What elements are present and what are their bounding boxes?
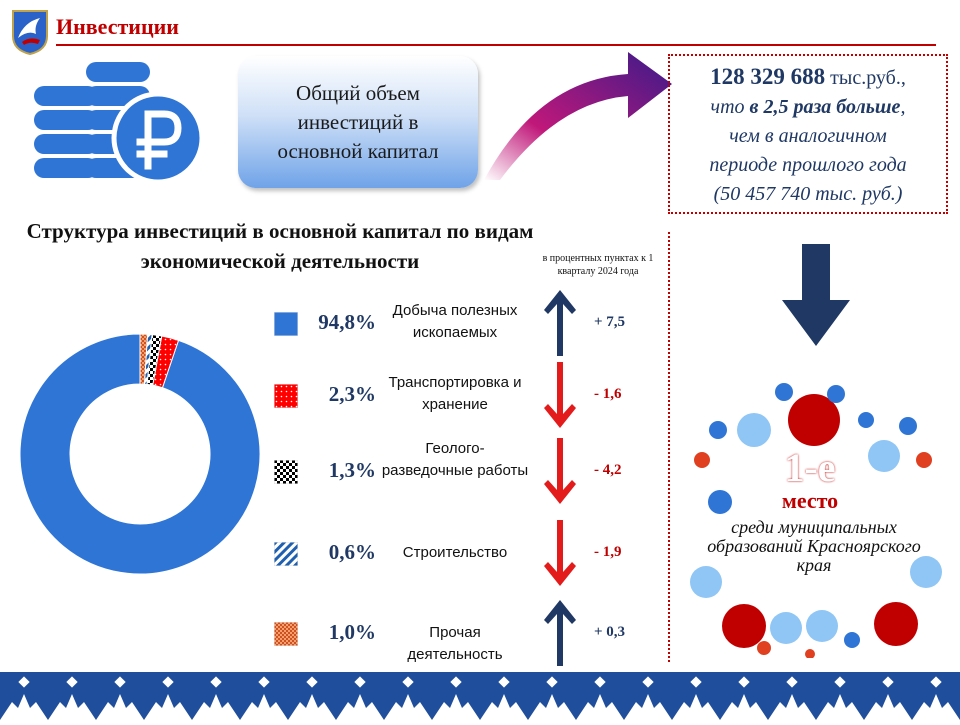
down-arrow-icon	[542, 360, 578, 430]
structure-title: Структура инвестиций в основной капитал по видам экономической деятельности	[26, 219, 534, 273]
investment-volume-bubble	[238, 56, 478, 188]
legend-label: Транспортировка и хранение	[388, 374, 522, 413]
legend-change: + 0,3	[594, 624, 626, 640]
legend-label: Прочая деятельность	[407, 624, 503, 663]
legend-percent: 1,0%	[328, 620, 376, 644]
legend-swatch	[274, 542, 298, 566]
legend-change: - 1,6	[594, 386, 622, 402]
total-line4: периоде прошлого года	[709, 154, 907, 176]
legend-swatch	[274, 460, 298, 484]
total-amount: 128 329 688	[710, 64, 826, 89]
total-unit: тыс.руб.,	[825, 67, 906, 89]
legend-change: - 1,9	[594, 544, 622, 560]
total-compare-suffix: ,	[900, 96, 906, 118]
legend-percent: 0,6%	[328, 540, 376, 564]
legend-label: Добыча полезных ископаемых	[392, 302, 518, 341]
coat-of-arms-icon	[10, 8, 50, 56]
ruble-coins-icon	[28, 56, 208, 196]
up-arrow-icon	[542, 598, 578, 668]
ornament-border	[0, 672, 960, 720]
total-compare-prefix: что	[710, 96, 750, 118]
total-line3: чем в аналогичном	[729, 125, 887, 147]
legend-swatch	[274, 384, 298, 408]
place-description: среди муниципальных образований Красноярского края	[707, 517, 921, 575]
total-compare-bold: в 2,5 раза больше	[749, 96, 901, 118]
legend-percent: 1,3%	[328, 458, 376, 482]
legend-change: - 4,2	[594, 462, 622, 478]
divider-line	[668, 232, 670, 662]
legend-swatch	[274, 622, 298, 646]
legend-label: Геолого-разведочные работы	[381, 440, 529, 479]
legend-label: Строительство	[402, 544, 508, 561]
investment-donut-chart	[18, 332, 262, 576]
legend-swatch	[274, 312, 298, 336]
legend-percent: 2,3%	[328, 382, 376, 406]
down-arrow-icon	[542, 436, 578, 506]
total-investment-box	[668, 54, 948, 214]
place-word: место	[781, 488, 839, 513]
down-arrow-icon	[542, 518, 578, 588]
legend-percent: 94,8%	[318, 310, 376, 334]
page-title: Инвестиции	[56, 14, 179, 39]
place-rank: 1-е	[784, 445, 836, 490]
legend-change: + 7,5	[594, 314, 626, 330]
up-arrow-icon	[542, 288, 578, 358]
curved-arrow-icon	[478, 40, 678, 190]
down-arrow-icon	[780, 244, 852, 348]
change-note: в процентных пунктах к 1 кварталу 2024 года	[542, 253, 654, 277]
total-prev-value: (50 457 740 тыс. руб.)	[713, 183, 903, 205]
bubble-text: Общий объем инвестиций в основной капитал	[277, 80, 439, 163]
